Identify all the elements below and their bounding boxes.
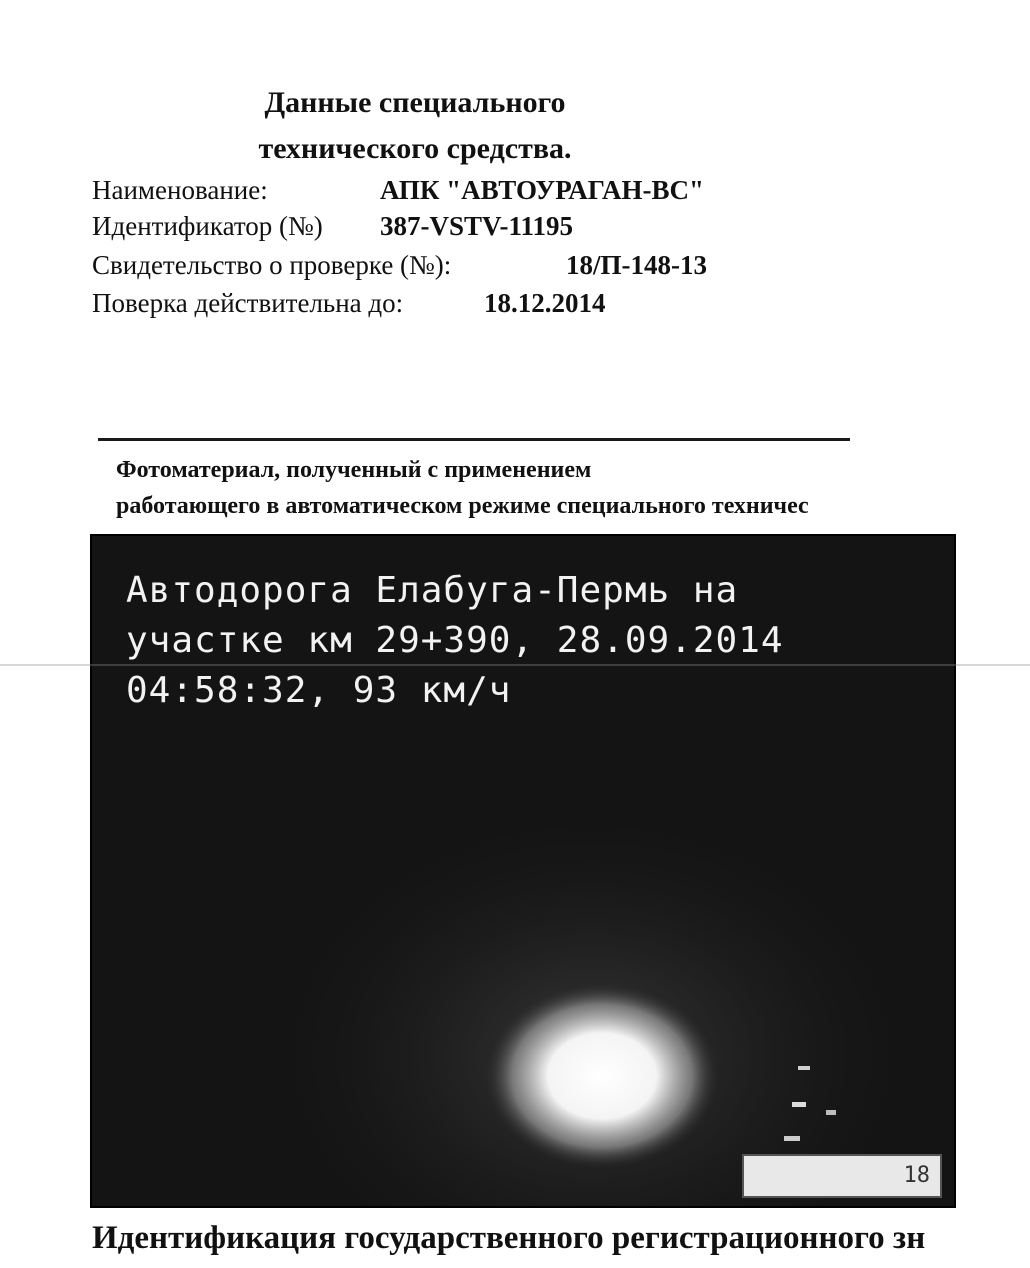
caption-line-2: работающего в автоматическом режиме специального техничес <box>116 493 809 519</box>
headlight-glare <box>482 981 722 1171</box>
field-row-identifier <box>92 208 573 244</box>
overlay-line-3: 04:58:32, 93 км/ч <box>126 670 512 711</box>
certificate-label: Свидетельство о проверке (№): <box>92 250 452 280</box>
name-value: АПК "АВТОУРАГАН-ВС" <box>380 175 705 205</box>
field-row-valid-until <box>92 285 606 321</box>
identifier-label: Идентификатор (№) <box>92 211 323 241</box>
field-row-name <box>92 172 704 208</box>
distant-light <box>826 1110 836 1115</box>
document-title <box>160 80 670 172</box>
caption-line-1: Фотоматериал, полученный с применением <box>116 457 592 483</box>
valid-until-value: 18.12.2014 <box>484 288 606 318</box>
overlay-line-1: Автодорога Елабуга-Пермь на <box>126 570 739 611</box>
distant-light <box>792 1102 806 1107</box>
certificate-value: 18/П-148-13 <box>566 250 707 280</box>
plate-crop-tag <box>742 1154 942 1198</box>
plate-fragment: 18 <box>903 1163 930 1188</box>
field-row-certificate <box>92 247 707 283</box>
camera-photo <box>90 534 956 1208</box>
overlay-line-2: участке км 29+390, 28.09.2014 <box>126 620 784 661</box>
valid-until-label: Поверка действительна до: <box>92 288 404 318</box>
photo-caption <box>116 452 809 524</box>
title-line-2: технического средства. <box>258 132 572 165</box>
name-label: Наименование: <box>92 175 268 205</box>
title-line-1: Данные специального <box>264 86 566 119</box>
plate-identification-heading: Идентификация государственного регистрационного зн <box>92 1220 926 1256</box>
scan-fold-line <box>0 664 1030 666</box>
page-margin <box>956 534 1030 1208</box>
horizontal-rule <box>98 438 850 441</box>
distant-light <box>784 1136 800 1141</box>
distant-light <box>798 1066 810 1070</box>
camera-overlay-text <box>126 566 784 716</box>
identifier-value: 387-VSTV-11195 <box>380 211 574 241</box>
